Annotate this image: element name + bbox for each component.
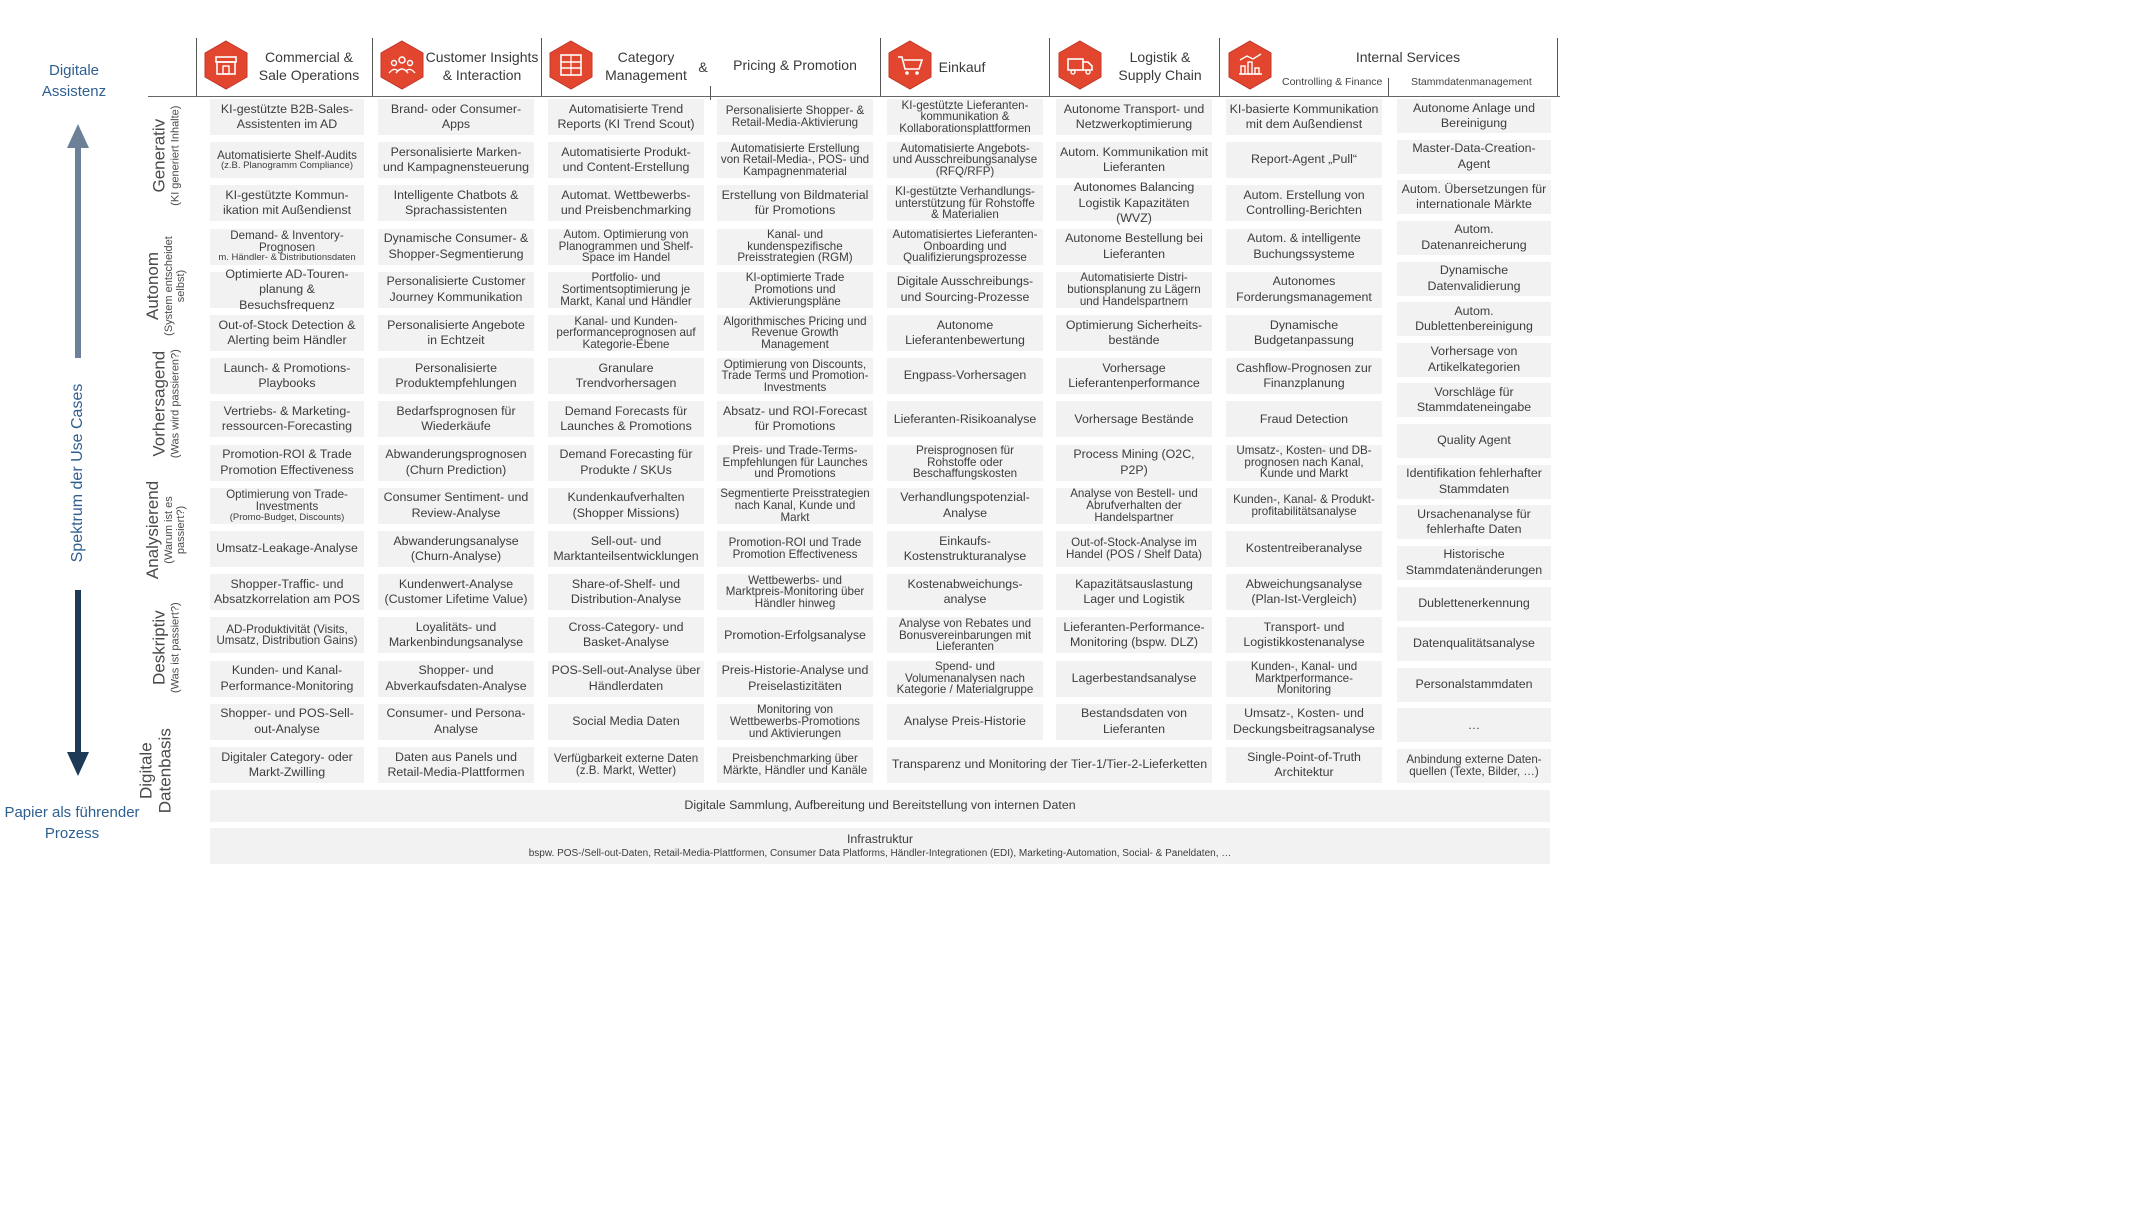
- cell-text: Sell-out- und Marktanteilsentwicklungen: [553, 533, 699, 563]
- sub-header-stammdaten: Stammdatenmanagement: [1411, 76, 1532, 88]
- use-case-cell: [378, 229, 534, 265]
- cell-text: Automatisierte Erstellung von Retail-Media-, POS- und Kampagnenmaterial: [720, 141, 870, 178]
- cell-text: Cross-Category- und Basket-Analyse: [568, 619, 684, 650]
- cell-text: Lagerbestandsanalyse: [1071, 670, 1197, 685]
- use-case-cell: [1226, 315, 1382, 351]
- column-divider: [1388, 78, 1389, 96]
- use-case-cell: [210, 747, 364, 783]
- cell-text: Demand- & Inventory-Prognosen: [230, 229, 344, 254]
- use-case-cell: [210, 99, 364, 135]
- use-case-cell: [210, 661, 364, 697]
- cell-text: Portfolio- und Sortimentsoptimierung je Markt, Kanal und Händler: [560, 271, 692, 308]
- use-case-cell: [378, 617, 534, 653]
- use-case-cell: [210, 704, 364, 740]
- ampersand-separator: &: [698, 59, 708, 75]
- cell-text: Autom. Erstellung von Controlling-Berichten: [1243, 187, 1365, 218]
- cell-text: Spend- und Volumenanalysen nach Kategorie / Materialgruppe: [896, 660, 1034, 697]
- use-case-cell: [1397, 668, 1551, 702]
- cell-text: Automat. Wettbewerbs- und Preisbenchmarking: [560, 187, 692, 218]
- use-case-cell: [887, 704, 1043, 740]
- use-case-cell: [548, 358, 704, 394]
- column-divider: [372, 38, 373, 96]
- use-case-cell: [887, 315, 1043, 351]
- use-case-cell: [1056, 574, 1212, 610]
- use-case-cell: [1397, 627, 1551, 661]
- cell-text: Brand- oder Consumer-Apps: [390, 101, 522, 131]
- use-case-cell: [1397, 587, 1551, 621]
- cell-text: Vorhersage Bestände: [1074, 411, 1194, 426]
- column-divider: [710, 86, 711, 100]
- cell-text: Lieferanten-Performance-Monitoring (bspw. DLZ): [1063, 619, 1205, 650]
- use-case-cell: [210, 574, 364, 610]
- use-case-cell: [548, 661, 704, 697]
- use-case-cell: [717, 272, 873, 308]
- use-case-cell: [548, 488, 704, 524]
- cell-text: Share-of-Shelf- und Distribution-Analyse: [570, 576, 682, 607]
- cell-text: KI-gestützte Verhandlungs-unterstützung für Rohstoffe & Materialien: [895, 185, 1035, 222]
- use-case-cell: [1226, 358, 1382, 394]
- cell-text: Abweichungsanalyse (Plan-Ist-Vergleich): [1245, 576, 1363, 607]
- use-case-cell: [1397, 708, 1551, 742]
- column-title-category-management: Category Management: [605, 49, 687, 84]
- use-case-cell: [548, 142, 704, 178]
- cell-text: Personalisierte Marken- und Kampagnensteuerung: [382, 144, 530, 175]
- use-case-cell: [717, 315, 873, 351]
- use-case-cell: [717, 185, 873, 221]
- use-case-cell: [210, 266, 364, 312]
- cell-text: Kundenkaufverhalten (Shopper Missions): [567, 490, 685, 520]
- chart-icon: [1228, 40, 1272, 90]
- cell-text: Shopper- und POS-Sell-out-Analyse: [220, 706, 354, 736]
- cell-text: Autonomes Balancing Logistik Kapazitäten (WVZ): [1073, 180, 1195, 226]
- cell-text: Intelligente Chatbots & Sprachassistenten: [393, 187, 519, 218]
- cell-text: KI-optimierte Trade Promotions und Aktivierungspläne: [745, 271, 845, 308]
- cell-text: Report-Agent „Pull“: [1250, 152, 1358, 167]
- cart-icon: [888, 40, 932, 90]
- column-title-logistik: Logistik & Supply Chain: [1118, 49, 1202, 84]
- use-case-cell: [887, 574, 1043, 610]
- cell-text: Vorhersage Lieferantenperformance: [1068, 360, 1200, 391]
- column-title-einkauf: Einkauf: [938, 59, 986, 75]
- cell-text: Kostenabweichungs-analyse: [907, 576, 1023, 607]
- cell-text: Kapazitätsauslastung Lager und Logistik: [1075, 576, 1193, 607]
- use-case-cell: [1056, 315, 1212, 351]
- truck-icon: [1058, 40, 1102, 90]
- row-label-analysierend: Analysierend (Warum ist es passiert?): [143, 480, 188, 580]
- cell-text: Autom. Übersetzungen für internationale Märkte: [1401, 181, 1547, 212]
- cell-text: Digitale Ausschreibungs- und Sourcing-Prozesse: [896, 274, 1034, 304]
- use-case-cell: [1226, 704, 1382, 740]
- band-infrastruktur: [210, 828, 1550, 864]
- row-label-generativ: Generativ (KI generiert Inhalte): [149, 105, 182, 206]
- cell-text: Dynamische Budgetanpassung: [1254, 317, 1354, 347]
- cell-text: Algorithmisches Pricing und Revenue Growth Management: [723, 314, 867, 351]
- cell-text: Promotion-ROI und Trade Promotion Effectiveness: [728, 536, 862, 561]
- use-case-cell: [378, 661, 534, 697]
- use-case-cell: [1397, 221, 1551, 255]
- cell-text: Identifikation fehlerhafter Stammdaten: [1406, 466, 1542, 496]
- cell-text: Kunden- und Kanal-Performance-Monitoring: [220, 663, 354, 693]
- cell-text: Dublettenerkennung: [1418, 595, 1530, 610]
- cell-text: Preis-Historie-Analyse und Preiselastizitäten: [721, 663, 869, 693]
- cell-text: Shopper- und Abverkaufsdaten-Analyse: [385, 663, 527, 693]
- cell-text: Autonome Anlage und Bereinigung: [1413, 100, 1535, 130]
- cell-text: Fraud Detection: [1259, 411, 1349, 426]
- use-case-cell: [548, 445, 704, 481]
- cell-text: Abwanderungsprognosen (Churn Prediction): [385, 447, 527, 477]
- use-case-cell: [378, 358, 534, 394]
- use-case-cell-merged: [887, 747, 1212, 783]
- use-case-cell: [887, 358, 1043, 394]
- cell-text: Preisbenchmarking über Märkte, Händler und Kanäle: [722, 752, 868, 777]
- use-case-cell: [887, 617, 1043, 653]
- use-case-cell: [887, 99, 1043, 135]
- use-case-cell: [1056, 142, 1212, 178]
- use-case-cell: [548, 315, 704, 351]
- cell-text: KI-basierte Kommunikation mit dem Außendienst: [1229, 101, 1379, 131]
- cell-text: Umsatz-, Kosten- und Deckungsbeitragsanalyse: [1233, 706, 1375, 736]
- use-case-cell: [210, 617, 364, 653]
- cell-text: Bestandsdaten von Lieferanten: [1080, 706, 1188, 736]
- cell-text: Daten aus Panels und Retail-Media-Plattformen: [387, 749, 525, 779]
- cell-text: Autonome Transport- und Netzwerkoptimierung: [1063, 101, 1205, 131]
- column-divider: [541, 38, 542, 96]
- use-case-cell: [887, 531, 1043, 567]
- bottom-pole-label: Papier als führender Prozess: [4, 804, 140, 842]
- cell-text: Automatisierte Distri-butionsplanung zu Lägern und Handelspartnern: [1067, 271, 1201, 308]
- band-sammlung: Digitale Sammlung, Aufbereitung und Bereitstellung von internen Daten: [210, 790, 1550, 822]
- use-case-cell: [1397, 262, 1551, 296]
- use-case-cell: [548, 747, 704, 783]
- cell-text: Cashflow-Prognosen zur Finanzplanung: [1236, 360, 1372, 391]
- use-case-cell: [210, 229, 364, 265]
- use-case-cell: [548, 229, 704, 265]
- use-case-cell: [717, 358, 873, 394]
- cell-text: Social Media Daten: [572, 714, 680, 729]
- cell-text: Optimierung Sicherheits-bestände: [1065, 317, 1203, 347]
- row-label-deskriptiv: Deskriptiv (Was ist passiert?): [149, 602, 182, 694]
- use-case-cell: [717, 531, 873, 567]
- cell-text: Out-of-Stock Detection & Alerting beim Händler: [218, 317, 356, 347]
- cell-text: Optimierung von Trade-Investments: [226, 488, 348, 514]
- cell-text: Promotion-ROI & Trade Promotion Effectiveness: [220, 447, 354, 477]
- cell-note: m. Händler- & Distributionsdaten: [218, 252, 356, 264]
- use-case-cell: [887, 445, 1043, 481]
- column-title-internal-services: Internal Services: [1355, 49, 1461, 65]
- cell-text: Umsatz-, Kosten- und DB-prognosen nach Kanal, Kunde und Markt: [1236, 444, 1372, 481]
- use-case-cell: [717, 142, 873, 178]
- use-case-cell: [1397, 302, 1551, 336]
- use-case-cell: [1226, 99, 1382, 135]
- cell-text: Kostentreiberanalyse: [1245, 541, 1363, 556]
- cell-text: Segmentierte Preisstrategien nach Kanal, Kunde und Markt: [720, 487, 870, 524]
- use-case-cell: [1397, 343, 1551, 377]
- use-case-cell: [210, 445, 364, 481]
- cell-text: Demand Forecasts für Launches & Promotions: [560, 403, 692, 434]
- cell-text: Verhandlungspotenzial-Analyse: [900, 490, 1030, 520]
- use-case-cell: [1056, 99, 1212, 135]
- use-case-cell: [1226, 401, 1382, 437]
- use-case-cell: [378, 574, 534, 610]
- cell-text: Transport- und Logistikkostenanalyse: [1243, 619, 1365, 650]
- cell-note: (Promo-Budget, Discounts): [229, 511, 345, 523]
- use-case-cell: [1397, 546, 1551, 580]
- cell-text: Autom. Optimierung von Planogrammen und Shelf-Space im Handel: [558, 228, 694, 265]
- cell-text: Optimierte AD-Touren-planung & Besuchsfrequenz: [225, 266, 349, 312]
- cell-text: Autom. Datenanreicherung: [1421, 222, 1527, 252]
- cell-text: Automatisierte Angebots- und Ausschreibungsanalyse (RFQ/RFP): [892, 141, 1038, 178]
- use-case-cell: [548, 704, 704, 740]
- use-case-cell: [1226, 617, 1382, 653]
- column-divider: [196, 38, 197, 96]
- use-case-cell: [1226, 531, 1382, 567]
- use-case-cell: [717, 229, 873, 265]
- use-case-cell: [210, 358, 364, 394]
- column-divider: [1557, 38, 1558, 96]
- use-case-cell: [1056, 180, 1212, 226]
- use-case-cell: [1226, 185, 1382, 221]
- cell-text: Erstellung von Bildmaterial für Promotions: [721, 187, 869, 218]
- use-case-cell: [1056, 488, 1212, 524]
- cell-text: Personalisierte Angebote in Echtzeit: [387, 317, 525, 347]
- cell-text: Preisprognosen für Rohstoffe oder Beschaffungskosten: [912, 444, 1018, 481]
- use-case-cell: [887, 488, 1043, 524]
- cell-text: Absatz- und ROI-Forecast für Promotions: [723, 403, 867, 434]
- cell-text: Kanal- und kundenspezifische Preisstrategien (RGM): [737, 228, 853, 265]
- column-divider: [1219, 38, 1220, 96]
- use-case-cell: [1056, 531, 1212, 567]
- cell-text: Datenqualitätsanalyse: [1413, 636, 1535, 651]
- cell-text: Digitaler Category- oder Markt-Zwilling: [221, 749, 353, 779]
- use-case-cell: [1226, 445, 1382, 481]
- use-case-cell: [887, 272, 1043, 308]
- use-case-cell: [378, 315, 534, 351]
- use-case-cell: [378, 272, 534, 308]
- cell-text: Einkaufs-Kostenstrukturanalyse: [903, 533, 1027, 563]
- use-case-cell: [378, 488, 534, 524]
- use-case-cell: [1226, 747, 1382, 783]
- use-case-cell: [1056, 272, 1212, 308]
- use-case-cell: [1056, 358, 1212, 394]
- cell-text: Dynamische Datenvalidierung: [1427, 263, 1521, 293]
- cell-text: Autom. Dublettenbereinigung: [1415, 303, 1533, 334]
- cell-text: Vertriebs- & Marketing-ressourcen-Forecasting: [221, 403, 353, 434]
- cell-text: Preis- und Trade-Terms-Empfehlungen für Launches und Promotions: [722, 444, 868, 481]
- use-case-cell: [378, 401, 534, 437]
- use-case-cell: [378, 99, 534, 135]
- use-case-cell: [548, 185, 704, 221]
- use-case-cell: [717, 747, 873, 783]
- use-case-cell: [717, 488, 873, 524]
- cell-text: Historische Stammdatenänderungen: [1405, 547, 1543, 577]
- cell-text: Kunden-, Kanal- und Marktperformance-Monitoring: [1250, 660, 1358, 697]
- cell-text: AD-Produktivität (Visits, Umsatz, Distribution Gains): [216, 622, 358, 648]
- cell-text: Kanal- und Kunden-performanceprognosen auf Kategorie-Ebene: [556, 314, 696, 351]
- use-case-cell: [1397, 424, 1551, 458]
- use-case-cell: [378, 185, 534, 221]
- cell-text: Personalisierte Produktempfehlungen: [395, 360, 517, 391]
- cell-text: POS-Sell-out-Analyse über Händlerdaten: [551, 663, 701, 693]
- use-case-cell: [717, 445, 873, 481]
- use-case-cell: [1226, 661, 1382, 697]
- column-divider: [1049, 38, 1050, 96]
- cell-text: Wettbewerbs- und Marktpreis-Monitoring über Händler hinweg: [725, 573, 865, 610]
- use-case-cell: [378, 445, 534, 481]
- cell-text: Lieferanten-Risikoanalyse: [893, 411, 1037, 426]
- cell-text: Automatisiertes Lieferanten-Onboarding und Qualifizierungsprozesse: [892, 228, 1038, 265]
- cell-text: Automatisierte Shelf-Audits: [217, 148, 357, 162]
- use-case-cell: [378, 747, 534, 783]
- cell-text: KI-gestützte B2B-Sales-Assistenten im AD: [220, 101, 354, 131]
- use-case-cell: [1056, 229, 1212, 265]
- use-case-cell: [887, 401, 1043, 437]
- use-case-cell: [1226, 488, 1382, 524]
- cell-text: Umsatz-Leakage-Analyse: [216, 541, 358, 556]
- use-case-cell: [548, 99, 704, 135]
- use-case-cell: [210, 185, 364, 221]
- row-label-autonom: Autonom (System entscheidet selbst): [143, 236, 188, 336]
- use-case-cell: [1397, 180, 1551, 214]
- top-pole-label: Digitale Assistenz: [41, 62, 107, 100]
- use-case-cell: [717, 704, 873, 740]
- use-case-cell: [1397, 465, 1551, 499]
- cell-text: Quality Agent: [1437, 433, 1511, 448]
- cell-text: Autonome Lieferantenbewertung: [905, 317, 1025, 347]
- use-case-cell: [210, 488, 364, 524]
- use-case-cell: [1056, 401, 1212, 437]
- use-case-cell: [1226, 142, 1382, 178]
- use-case-cell: [1056, 661, 1212, 697]
- cell-text: Consumer- und Persona-Analyse: [386, 706, 526, 736]
- use-case-cell: [378, 704, 534, 740]
- cell-text: Launch- & Promotions-Playbooks: [223, 360, 351, 391]
- infra-subtitle: bspw. POS-/Sell-out-Daten, Retail-Media-Plattformen, Consumer Data Platforms, Händler-Integrationen (EDI), Marketing-Automation, Social- & Paneldaten, …: [528, 847, 1232, 859]
- use-case-cell: [887, 185, 1043, 221]
- cell-text: Granulare Trendvorhersagen: [575, 360, 677, 391]
- use-case-cell: [887, 229, 1043, 265]
- use-case-cell: [548, 617, 704, 653]
- cell-text: Autom. & intelligente Buchungssysteme: [1247, 231, 1361, 261]
- people-icon: [380, 40, 424, 90]
- cell-text: Vorhersage von Artikelkategorien: [1427, 344, 1521, 374]
- use-case-cell: [378, 531, 534, 567]
- cell-text: Promotion-Erfolgsanalyse: [724, 627, 866, 642]
- header-separator: [148, 96, 1560, 97]
- use-case-cell: [1397, 99, 1551, 133]
- use-case-cell: [210, 531, 364, 567]
- column-title-pricing-promotion: Pricing & Promotion: [733, 57, 857, 73]
- use-case-cell: [717, 99, 873, 135]
- cell-text: Single-Point-of-Truth Architektur: [1247, 749, 1361, 779]
- use-case-cell: [887, 661, 1043, 697]
- cell-text: Verfügbarkeit externe Daten (z.B. Markt, Wetter): [553, 752, 699, 777]
- column-title-commercial: Commercial & Sale Operations: [258, 49, 360, 84]
- cell-text: Abwanderungsanalyse (Churn-Analyse): [393, 533, 519, 563]
- use-case-cell: [887, 142, 1043, 178]
- use-case-cell: [548, 272, 704, 308]
- cell-text: Autonome Bestellung bei Lieferanten: [1065, 231, 1203, 261]
- cell-text: Engpass-Vorhersagen: [903, 368, 1027, 383]
- cell-text: KI-gestützte Kommun-ikation mit Außendienst: [222, 187, 352, 218]
- cell-text: Analyse von Bestell- und Abrufverhalten der Handelspartner: [1070, 487, 1198, 524]
- use-case-cell: [1226, 574, 1382, 610]
- column-title-customer-insights: Customer Insights & Interaction: [425, 49, 539, 84]
- cell-text: Kunden-, Kanal- & Produkt-profitabilitätsanalyse: [1233, 493, 1375, 518]
- cell-note: (z.B. Planogramm Compliance): [221, 160, 353, 172]
- cell-text: Monitoring von Wettbewerbs-Promotions und Aktivierungen: [730, 703, 860, 740]
- cell-text: Analyse Preis-Historie: [904, 714, 1026, 729]
- cell-text: Shopper-Traffic- und Absatzkorrelation am POS: [214, 576, 360, 607]
- cell-text: Optimierung von Discounts, Trade Terms und Promotion-Investments: [721, 357, 869, 394]
- cell-text: Transparenz und Monitoring der Tier-1/Tier-2-Lieferketten: [891, 757, 1208, 772]
- use-case-cell: [717, 401, 873, 437]
- cell-text: Ursachenanalyse für fehlerhafte Daten: [1417, 506, 1531, 537]
- use-case-cell: [548, 401, 704, 437]
- row-label-vorhersagend: Vorhersagend (Was wird passieren?): [149, 349, 182, 459]
- cell-text: Vorschläge für Stammdateneingabe: [1416, 384, 1532, 415]
- use-case-cell: [1397, 383, 1551, 417]
- use-case-cell: [1397, 505, 1551, 539]
- cell-text: …: [1467, 717, 1481, 732]
- use-case-cell: [1226, 272, 1382, 308]
- cell-text: Dynamische Consumer- & Shopper-Segmentierung: [383, 231, 529, 261]
- cell-text: Autom. Kommunikation mit Lieferanten: [1059, 144, 1209, 175]
- cell-text: Automatisierte Trend Reports (KI Trend Scout): [557, 101, 695, 131]
- use-case-cell: [717, 574, 873, 610]
- column-divider: [880, 38, 881, 96]
- cell-text: Out-of-Stock-Analyse im Handel (POS / Shelf Data): [1066, 536, 1202, 561]
- use-case-cell: [378, 142, 534, 178]
- cell-text: Autonomes Forderungsmanagement: [1236, 274, 1372, 304]
- store-icon: [204, 40, 248, 90]
- cell-text: Kundenwert-Analyse (Customer Lifetime Value): [384, 576, 528, 607]
- use-case-cell: [1397, 749, 1551, 783]
- use-case-cell: [210, 142, 364, 178]
- use-case-cell: [1226, 229, 1382, 265]
- spectrum-label: Spektrum der Use Cases: [69, 383, 86, 563]
- cell-text: Process Mining (O2C, P2P): [1073, 447, 1195, 477]
- row-label-datenbasis: Digitale Datenbasis: [136, 728, 174, 814]
- use-case-cell: [717, 661, 873, 697]
- cell-text: Analyse von Rebates und Bonusvereinbarungen mit Lieferanten: [898, 617, 1032, 654]
- use-case-cell: [1056, 617, 1212, 653]
- cell-text: KI-gestützte Lieferanten-kommunikation & Kollaborationsplattformen: [899, 98, 1031, 135]
- cell-text: Master-Data-Creation-Agent: [1412, 141, 1536, 171]
- use-case-cell: [548, 574, 704, 610]
- use-case-cell: [210, 401, 364, 437]
- use-case-cell: [1056, 704, 1212, 740]
- cell-text: Bedarfsprognosen für Wiederkäufe: [396, 403, 516, 434]
- cell-text: Demand Forecasting für Produkte / SKUs: [559, 447, 693, 477]
- use-case-cell: [210, 315, 364, 351]
- use-case-cell: [548, 531, 704, 567]
- cell-text: Personalstammdaten: [1415, 677, 1533, 691]
- cell-text: Personalisierte Shopper- & Retail-Media-Aktivierung: [725, 104, 865, 129]
- use-case-cell: [1397, 140, 1551, 174]
- infra-title: Infrastruktur: [846, 832, 914, 846]
- sub-header-controlling: Controlling & Finance: [1282, 76, 1383, 88]
- cell-text: Automatisierte Produkt- und Content-Erstellung: [561, 144, 691, 175]
- use-case-cell: [1056, 445, 1212, 481]
- use-case-cell: [717, 617, 873, 653]
- shelf-icon: [549, 40, 593, 90]
- cell-text: Consumer Sentiment- und Review-Analyse: [383, 490, 529, 520]
- cell-text: Personalisierte Customer Journey Kommunikation: [386, 274, 526, 304]
- cell-text: Loyalitäts- und Markenbindungsanalyse: [388, 619, 524, 650]
- cell-text: Anbindung externe Daten-quellen (Texte, Bilder, …): [1406, 753, 1542, 778]
